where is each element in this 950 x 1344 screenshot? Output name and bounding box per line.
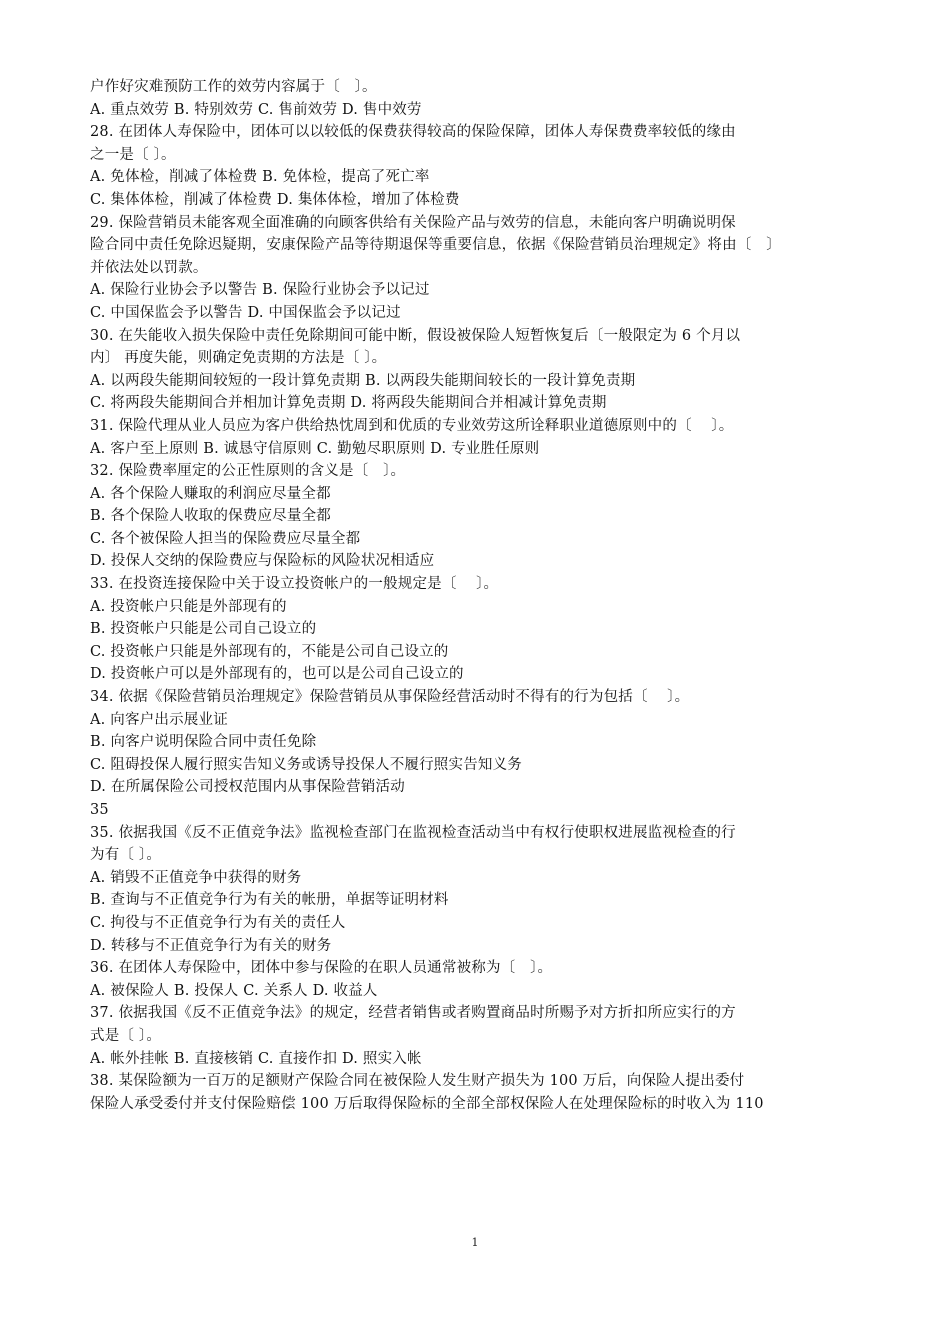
text-line: 35 <box>90 802 109 818</box>
text-line: 32. 保险费率厘定的公正性原则的含义是〔 〕。 <box>90 463 406 480</box>
text-line: C. 阻碍投保人履行照实告知义务或诱导投保人不履行照实告知义务 <box>90 756 522 773</box>
text-line: 险合同中责任免除迟疑期，安康保险产品等待期退保等重要信息，依据《保险营销员治理规定》将由〔 〕 <box>90 237 781 254</box>
text-line: 28. 在团体人寿保险中，团体可以以较低的保费获得较高的保险保障，团体人寿保费费率较低的缘由 <box>90 124 736 141</box>
text-line: A. 投资帐户只能是外部现有的 <box>90 598 287 615</box>
text-line: 38. 某保险额为一百万的足额财产保险合同在被保险人发生财产损失为 100 万后，向保险人提出委付 <box>90 1073 745 1090</box>
text-line: 34. 依据《保险营销员治理规定》保险营销员从事保险经营活动时不得有的行为包括〔 〕。 <box>90 689 690 706</box>
text-line: 31. 保险代理从业人员应为客户供给热忱周到和优质的专业效劳这所诠释职业道德原则中的〔 〕。 <box>90 417 734 434</box>
text-line: 并依法处以罚款。 <box>90 259 208 276</box>
text-line: A. 重点效劳 B. 特别效劳 C. 售前效劳 D. 售中效劳 <box>90 101 422 118</box>
text-line: 式是〔 〕。 <box>90 1027 162 1044</box>
text-line: 户作好灾难预防工作的效劳内容属于〔 〕。 <box>90 79 377 95</box>
text-line: 内〕 再度失能，则确定免责期的方法是〔 〕。 <box>90 350 387 367</box>
text-line: 30. 在失能收入损失保险中责任免除期间可能中断，假设被保险人短暂恢复后〔一般限定为 6 个月以 <box>90 327 741 344</box>
text-line: C. 将两段失能期间合并相加计算免责期 D. 将两段失能期间合并相减计算免责期 <box>90 395 607 412</box>
text-line: 保险人承受委付并支付保险赔偿 100 万后取得保险标的全部全部权保险人在处理保险标的时收入为 110 <box>90 1095 764 1112</box>
text-line: A. 销毁不正值竞争中获得的财务 <box>90 869 302 886</box>
text-line: 36. 在团体人寿保险中，团体中参与保险的在职人员通常被称为〔 〕。 <box>90 960 553 977</box>
text-line: C. 拘役与不正值竞争行为有关的责任人 <box>90 914 346 931</box>
text-line: D. 投资帐户可以是外部现有的，也可以是公司自己设立的 <box>90 666 464 683</box>
text-line: A. 被保险人 B. 投保人 C. 关系人 D. 收益人 <box>90 982 378 999</box>
text-line: 为有〔 〕。 <box>90 847 162 864</box>
page-number: 1 <box>471 1236 479 1249</box>
text-line: 35. 依据我国《反不正值竞争法》监视检查部门在监视检查活动当中有权行使职权进展监视检查的行 <box>90 824 736 841</box>
text-line: C. 中国保监会予以警告 D. 中国保监会予以记过 <box>90 304 401 321</box>
text-line: D. 转移与不正值竞争行为有关的财务 <box>90 937 332 954</box>
text-line: A. 向客户出示展业证 <box>90 711 228 728</box>
text-line: 29. 保险营销员未能客观全面准确的向顾客供给有关保险产品与效劳的信息，未能向客户明确说明保 <box>90 214 736 231</box>
text-line: B. 查询与不正值竞争行为有关的帐册，单据等证明材料 <box>90 892 449 909</box>
text-line: B. 各个保险人收取的保费应尽量全都 <box>90 508 331 525</box>
text-line: C. 集体体检，削减了体检费 D. 集体体检，增加了体检费 <box>90 191 460 208</box>
text-line: A. 帐外挂帐 B. 直接核销 C. 直接作扣 D. 照实入帐 <box>90 1050 422 1067</box>
text-line: A. 以两段失能期间较短的一段计算免责期 B. 以两段失能期间较长的一段计算免责期 <box>90 372 636 389</box>
text-line: A. 保险行业协会予以警告 B. 保险行业协会予以记过 <box>90 282 430 299</box>
text-line: B. 向客户说明保险合同中责任免除 <box>90 734 317 751</box>
text-line: 33. 在投资连接保险中关于设立投资帐户的一般规定是〔 〕。 <box>90 576 499 593</box>
text-line: A. 客户至上原则 B. 诚恳守信原则 C. 勤勉尽职原则 D. 专业胜任原则 <box>90 440 540 457</box>
text-line: A. 免体检，削减了体检费 B. 免体检，提高了死亡率 <box>90 169 430 186</box>
text-line: 之一是〔 〕。 <box>90 146 176 163</box>
text-line: C. 投资帐户只能是外部现有的，不能是公司自己设立的 <box>90 643 449 660</box>
document-page <box>90 76 860 1115</box>
text-line: C. 各个被保险人担当的保险费应尽量全都 <box>90 530 361 547</box>
text-line: D. 投保人交纳的保险费应与保险标的风险状况相适应 <box>90 553 435 570</box>
text-line: 37. 依据我国《反不正值竞争法》的规定，经营者销售或者购置商品时所赐予对方折扣所应实行的方 <box>90 1005 736 1022</box>
text-line: D. 在所属保险公司授权范围内从事保险营销活动 <box>90 779 405 796</box>
text-line: A. 各个保险人赚取的利润应尽量全都 <box>90 485 331 502</box>
text-line: B. 投资帐户只能是公司自己设立的 <box>90 621 317 638</box>
